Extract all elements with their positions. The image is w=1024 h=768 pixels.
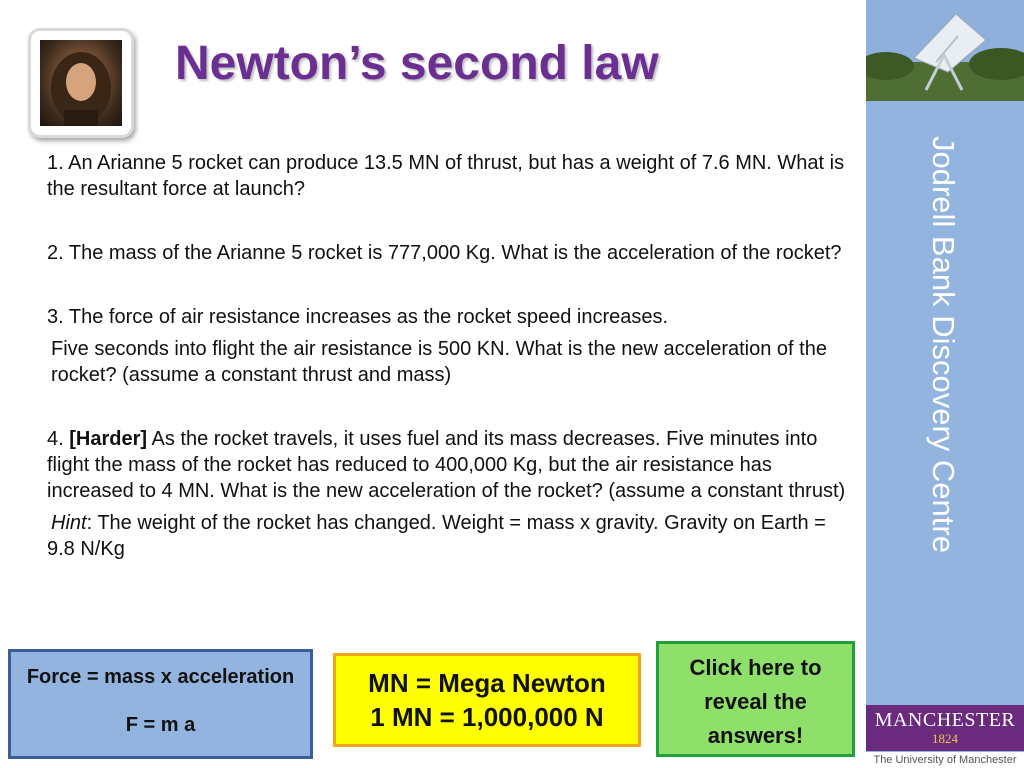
hint-text: : The weight of the rocket has changed. Weight = mass x gravity. Gravity on Earth = 9.8 N/Kg xyxy=(47,512,826,560)
question-4-text: As the rocket travels, it uses fuel and its mass decreases. Five minutes into flight the mass of the rocket has reduced to 400,000 Kg, but the air resistance has increased to 4 MN. What is the new acceleration of the rocket? (assume a constant thrust) xyxy=(47,428,846,502)
page-title: Newton’s second law xyxy=(175,37,659,90)
units-line-2: 1 MN = 1,000,000 N xyxy=(370,702,604,732)
newton-portrait-frame xyxy=(28,28,134,138)
logo-caption: The University of Manchester xyxy=(866,752,1024,768)
logo-year: 1824 xyxy=(932,731,958,746)
question-3-line-2: Five seconds into flight the air resistance is 500 KN. What is the new acceleration of the rocket? (assume a constant thrust and mass) xyxy=(51,338,827,386)
units-box xyxy=(333,653,641,747)
question-4 xyxy=(47,426,852,504)
question-2: 2. The mass of the Arianne 5 rocket is 777,000 Kg. What is the acceleration of the rocket? xyxy=(47,242,842,264)
logo-word: MANCHESTER xyxy=(874,709,1016,731)
question-1: 1. An Arianne 5 rocket can produce 13.5 MN of thrust, but has a weight of 7.6 MN. What is the resultant force at launch? xyxy=(47,152,845,200)
question-list xyxy=(47,150,852,562)
reveal-answers-button[interactable]: Click here to reveal the answers! xyxy=(656,641,855,757)
formula-words: Force = mass x acceleration xyxy=(26,666,295,688)
formula-symbols: F = m a xyxy=(125,714,196,736)
telescope-photo xyxy=(866,0,1024,101)
university-logo xyxy=(866,705,1024,751)
hint-label: Hint xyxy=(51,512,87,534)
harder-tag: [Harder] xyxy=(69,428,148,450)
hint xyxy=(47,510,852,562)
sidebar-title-text: Jodrell Bank Discovery Centre xyxy=(926,136,961,553)
formula-box xyxy=(8,649,313,759)
units-line-1: MN = Mega Newton xyxy=(368,668,606,698)
newton-portrait-icon xyxy=(40,40,122,126)
sidebar-title xyxy=(866,110,1024,630)
question-3-line-1: 3. The force of air resistance increases as the rocket speed increases. xyxy=(47,306,669,328)
question-4-number: 4. xyxy=(47,428,70,450)
